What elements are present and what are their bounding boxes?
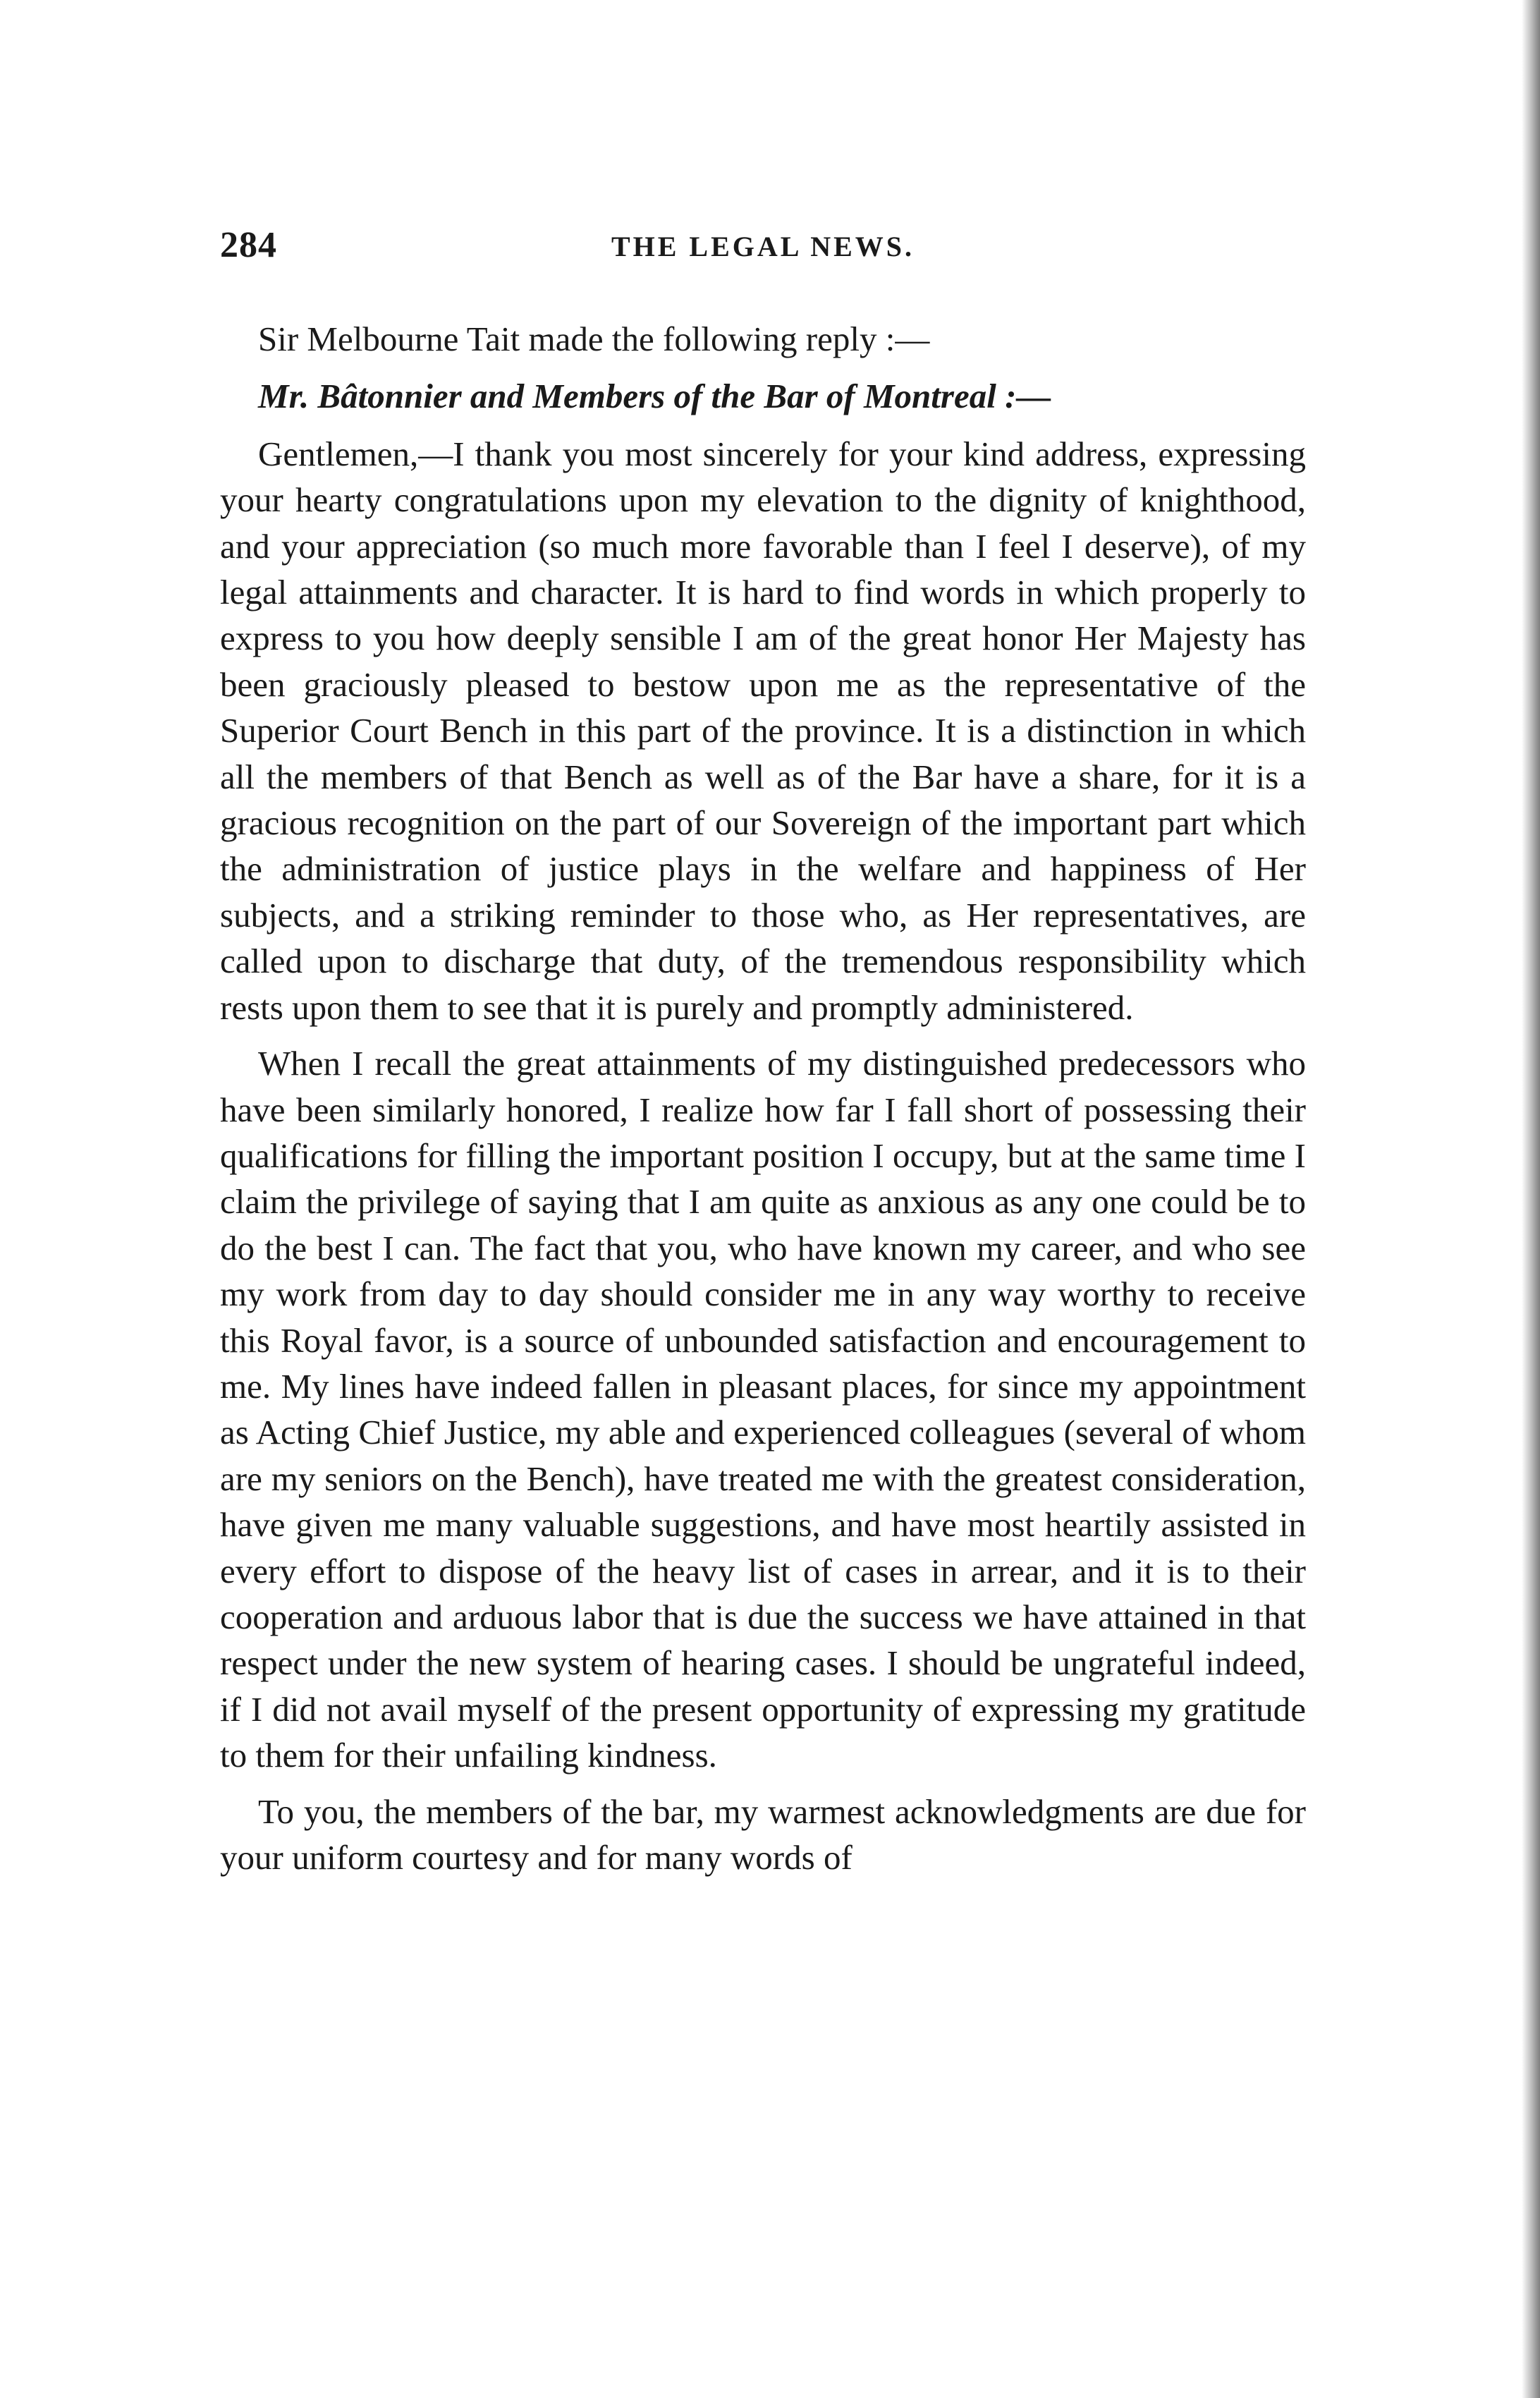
- paragraph: To you, the members of the bar, my warmest acknowledgments are due for your uniform courtesy and for many words of: [220, 1791, 1306, 1877]
- page-header: [220, 224, 1306, 281]
- paragraph: Gentlemen,—I thank you most sincerely for your kind address, expressing your hearty congratulations upon my elevation to the dignity of knighthood, and your appreciation (so much more favorable than I feel I deserve), of my legal attainments and character. It is hard to find words in which properly to express to you how deeply sensible I am of the great honor Her Majesty has been graciously pleased to bestow upon me as the representative of the Superior Court Bench in this part of the province. It is a distinction in which all the members of that Bench as well as of the Bar have a share, for it is a gracious recognition on the part of our Sovereign of the important part which the administration of justice plays in the welfare and happiness of Her subjects, and a striking reminder to those who, as Her representatives, are called upon to discharge that duty, of the tremendous responsibility which rests upon them to see that it is purely and promptly administered.: [220, 434, 1306, 1027]
- article-body: [220, 316, 1306, 1890]
- scan-edge-shadow: [1522, 0, 1540, 2398]
- page-number: 284: [220, 225, 277, 265]
- paragraph: When I recall the great attainments of my distinguished predecessors who have been similarly honored, I realize how far I fall short of possessing their qualifications for filling the important position I occupy, but at the same time I claim the privilege of saying that I am quite as anxious as any one could be to do the best I can. The fact that you, who have known my career, and who see my work from day to day should consider me in any way worthy to receive this Royal favor, is a source of unbounded satisfaction and encouragement to me. My lines have indeed fallen in pleasant places, for since my appointment as Acting Chief Justice, my able and experienced colleagues (several of whom are my seniors on the Bench), have treated me with the greatest consideration, have given me many valuable suggestions, and have most heartily assisted in every effort to dispose of the heavy list of cases in arrear, and it is to their cooperation and arduous labor that is due the success we have attained in that respect under the new system of hearing cases. I should be ungrateful indeed, if I did not avail myself of the present opportunity of expressing my gratitude to them for their unfailing kindness.: [220, 1044, 1306, 1775]
- intro-line: Sir Melbourne Tait made the following reply :—: [258, 319, 930, 358]
- salutation-line: Mr. Bâtonnier and Members of the Bar of Montreal :—: [258, 377, 1051, 416]
- running-title: THE LEGAL NEWS.: [611, 231, 915, 262]
